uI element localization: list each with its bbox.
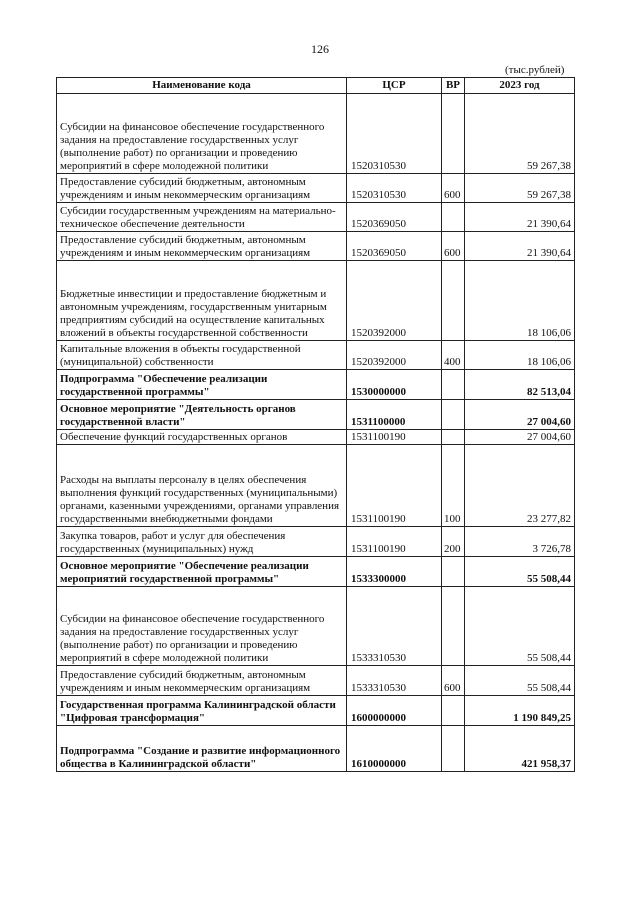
table-row <box>57 94 575 174</box>
header-name: Наименование кода <box>57 78 347 94</box>
row-name: Субсидии государственным учреждениям на материально-техническое обеспечение деятельности <box>57 203 347 232</box>
row-csr: 1520392000 <box>347 341 442 370</box>
row-vr <box>442 370 465 400</box>
row-csr: 1531100190 <box>347 445 442 527</box>
row-csr: 1520310530 <box>347 174 442 203</box>
row-name: Обеспечение функций государственных органов <box>57 430 347 445</box>
header-vr: ВР <box>442 78 465 94</box>
row-csr: 1600000000 <box>347 696 442 726</box>
row-amount: 1 190 849,25 <box>465 696 575 726</box>
row-csr: 1531100000 <box>347 400 442 430</box>
budget-table <box>56 77 575 772</box>
row-vr: 600 <box>442 232 465 261</box>
row-vr <box>442 696 465 726</box>
row-vr <box>442 203 465 232</box>
table-row <box>57 587 575 666</box>
row-amount: 27 004,60 <box>465 430 575 445</box>
row-vr <box>442 430 465 445</box>
row-amount: 3 726,78 <box>465 527 575 557</box>
row-amount: 55 508,44 <box>465 587 575 666</box>
row-csr: 1533310530 <box>347 587 442 666</box>
row-name: Субсидии на финансовое обеспечение государственного задания на предоставление государственных услуг (выполнение работ) по организации и проведению мероприятий в сфере молодежной политики <box>57 94 347 174</box>
table-row <box>57 232 575 261</box>
row-amount: 21 390,64 <box>465 232 575 261</box>
row-vr: 200 <box>442 527 465 557</box>
row-amount: 421 958,37 <box>465 726 575 772</box>
row-csr: 1530000000 <box>347 370 442 400</box>
row-amount: 18 106,06 <box>465 341 575 370</box>
row-name: Бюджетные инвестиции и предоставление бюджетным и автономным учреждениям, государственным унитарным предприятиям субсидий на осуществление капитальных вложений в объекты государственной собственности <box>57 261 347 341</box>
row-name: Субсидии на финансовое обеспечение государственного задания на предоставление государственных услуг (выполнение работ) по организации и проведению мероприятий в сфере молодежной политики <box>57 587 347 666</box>
row-name: Расходы на выплаты персоналу в целях обеспечения выполнения функций государственных (муниципальными) органами, казенными учреждениями, органами управления государственными внебюджетными фондами <box>57 445 347 527</box>
row-csr: 1520392000 <box>347 261 442 341</box>
table-row <box>57 557 575 587</box>
row-csr: 1610000000 <box>347 726 442 772</box>
row-name: Предоставление субсидий бюджетным, автономным учреждениям и иным некоммерческим организациям <box>57 174 347 203</box>
row-csr: 1520369050 <box>347 232 442 261</box>
table-body <box>57 94 575 772</box>
page-number: 126 <box>311 42 329 56</box>
row-vr <box>442 726 465 772</box>
table-row <box>57 370 575 400</box>
row-amount: 27 004,60 <box>465 400 575 430</box>
table-row <box>57 400 575 430</box>
row-vr <box>442 94 465 174</box>
row-name: Закупка товаров, работ и услуг для обеспечения государственных (муниципальных) нужд <box>57 527 347 557</box>
row-amount: 82 513,04 <box>465 370 575 400</box>
row-csr: 1520310530 <box>347 94 442 174</box>
table-row <box>57 445 575 527</box>
row-vr <box>442 557 465 587</box>
row-vr: 600 <box>442 666 465 696</box>
row-vr: 400 <box>442 341 465 370</box>
row-vr: 600 <box>442 174 465 203</box>
table-row <box>57 527 575 557</box>
row-amount: 55 508,44 <box>465 666 575 696</box>
row-name: Предоставление субсидий бюджетным, автономным учреждениям и иным некоммерческим организациям <box>57 666 347 696</box>
row-amount: 23 277,82 <box>465 445 575 527</box>
units-label: (тыс.рублей) <box>505 64 565 76</box>
row-name: Подпрограмма "Создание и развитие информационного общества в Калининградской области" <box>57 726 347 772</box>
table-header-row <box>57 78 575 94</box>
table-row <box>57 341 575 370</box>
row-amount: 18 106,06 <box>465 261 575 341</box>
row-amount: 21 390,64 <box>465 203 575 232</box>
row-name: Капитальные вложения в объекты государственной (муниципальной) собственности <box>57 341 347 370</box>
row-name: Предоставление субсидий бюджетным, автономным учреждениям и иным некоммерческим организациям <box>57 232 347 261</box>
header-csr: ЦСР <box>347 78 442 94</box>
row-name: Основное мероприятие "Деятельность органов государственной власти" <box>57 400 347 430</box>
row-vr <box>442 587 465 666</box>
table-row <box>57 261 575 341</box>
row-amount: 59 267,38 <box>465 94 575 174</box>
row-amount: 55 508,44 <box>465 557 575 587</box>
row-csr: 1531100190 <box>347 527 442 557</box>
row-vr: 100 <box>442 445 465 527</box>
row-csr: 1533300000 <box>347 557 442 587</box>
row-name: Подпрограмма "Обеспечение реализации государственной программы" <box>57 370 347 400</box>
table-row <box>57 430 575 445</box>
row-csr: 1531100190 <box>347 430 442 445</box>
row-vr <box>442 400 465 430</box>
table-row <box>57 696 575 726</box>
table-row <box>57 666 575 696</box>
row-amount: 59 267,38 <box>465 174 575 203</box>
row-csr: 1533310530 <box>347 666 442 696</box>
row-name: Государственная программа Калининградской области "Цифровая трансформация" <box>57 696 347 726</box>
table-row <box>57 174 575 203</box>
table-row <box>57 203 575 232</box>
row-vr <box>442 261 465 341</box>
row-name: Основное мероприятие "Обеспечение реализации мероприятий государственной программы" <box>57 557 347 587</box>
table-row <box>57 726 575 772</box>
row-csr: 1520369050 <box>347 203 442 232</box>
header-year: 2023 год <box>465 78 575 94</box>
